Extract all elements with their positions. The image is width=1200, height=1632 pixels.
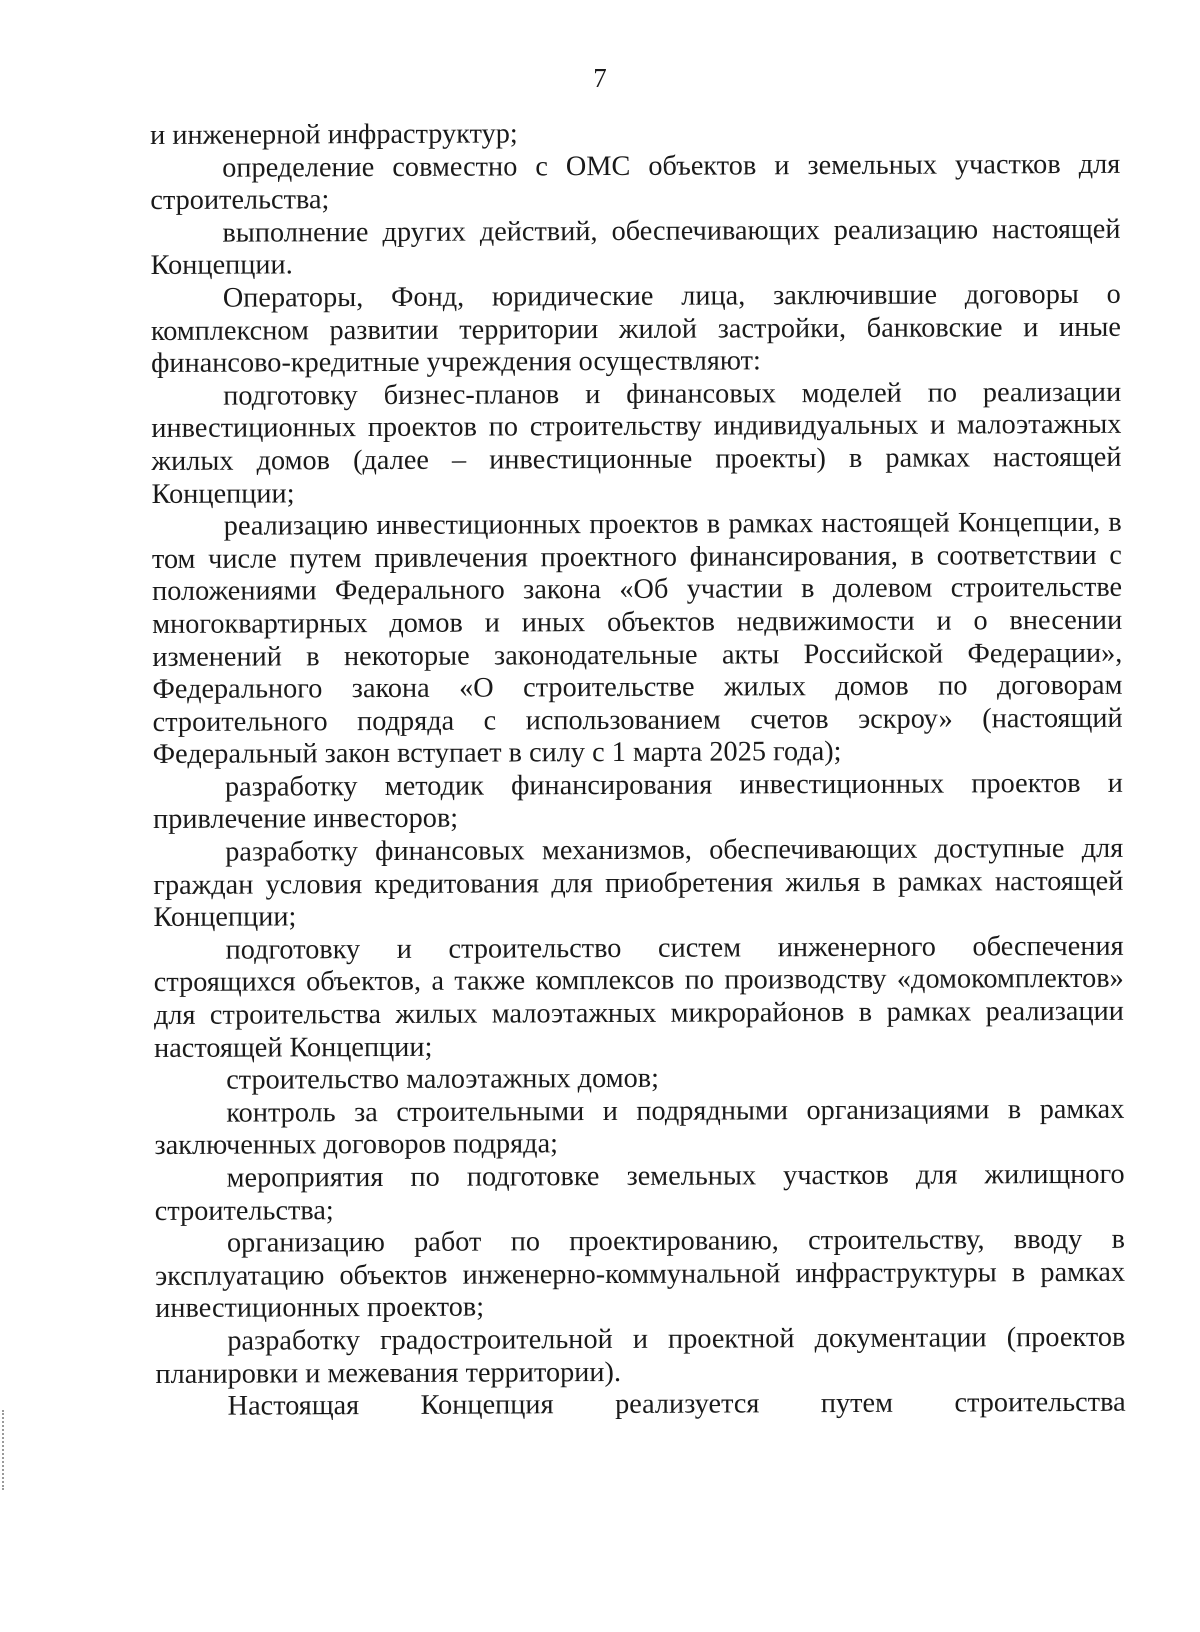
paragraph: организацию работ по проектированию, строительству, вводу в эксплуатацию объектов инженерно-коммунальной инфраструктуры в рамках инвестиционных проектов; (154, 1223, 1126, 1325)
paragraph: подготовку и строительство систем инженерного обеспечения строящихся объектов, а также комплексов по производству «домокомплектов» для строительства жилых малоэтажных микрорайонов в рамках реализации настоящей Концепции; (153, 930, 1124, 1064)
paragraph: Настоящая Концепция реализуется путем строительства (227, 1386, 1126, 1422)
paragraph: контроль за строительными и подрядными организациями в рамках заключенных договоров подряда; (154, 1093, 1125, 1162)
paragraph: подготовку бизнес-планов и финансовых моделей по реализации инвестиционных проектов по строительству индивидуальных и малоэтажных жилых домов (далее – инвестиционные проекты) в рамках настоящей Концепции; (151, 376, 1122, 510)
paragraph: разработку градостроительной и проектной документации (проектов планировки и межевания территории). (155, 1321, 1126, 1390)
paragraph: определение совместно с ОМС объектов и земельных участков для строительства; (150, 148, 1121, 217)
paragraph: разработку методик финансирования инвестиционных проектов и привлечение инвесторов; (152, 767, 1123, 836)
paragraph: Операторы, Фонд, юридические лица, заключившие договоры о комплексном развитии территории жилой застройки, банковские и иные финансово-кредитные учреждения осуществляют: (150, 278, 1121, 380)
paragraph: строительство малоэтажных домов; (226, 1063, 660, 1096)
paragraph: и инженерной инфраструктур; (150, 118, 518, 151)
document-body (150, 116, 1126, 1424)
paragraph: разработку финансовых механизмов, обеспечивающих доступные для граждан условия кредитования для приобретения жилья в рамках настоящей Концепции; (153, 832, 1124, 934)
paragraph: мероприятия по подготовке земельных участков для жилищного строительства; (154, 1158, 1125, 1227)
page-number: 7 (593, 63, 607, 93)
paragraph: реализацию инвестиционных проектов в рамках настоящей Концепции, в том числе путем привлечения проектного финансирования, в соответствии с положениями Федерального закона «Об участии в долевом строительстве многоквартирных домов и иных объектов недвижимости и о внесении изменений в некоторые законодательные акты Российской Федерации», Федерального закона «О строительстве жилых домов по договорам строительного подряда с использованием счетов эскроу» (настоящий Федеральный закон вступает в силу с 1 марта 2025 года); (151, 506, 1123, 771)
paragraph: выполнение других действий, обеспечивающих реализацию настоящей Концепции. (150, 213, 1121, 282)
scan-edge-mark (2, 1410, 6, 1490)
